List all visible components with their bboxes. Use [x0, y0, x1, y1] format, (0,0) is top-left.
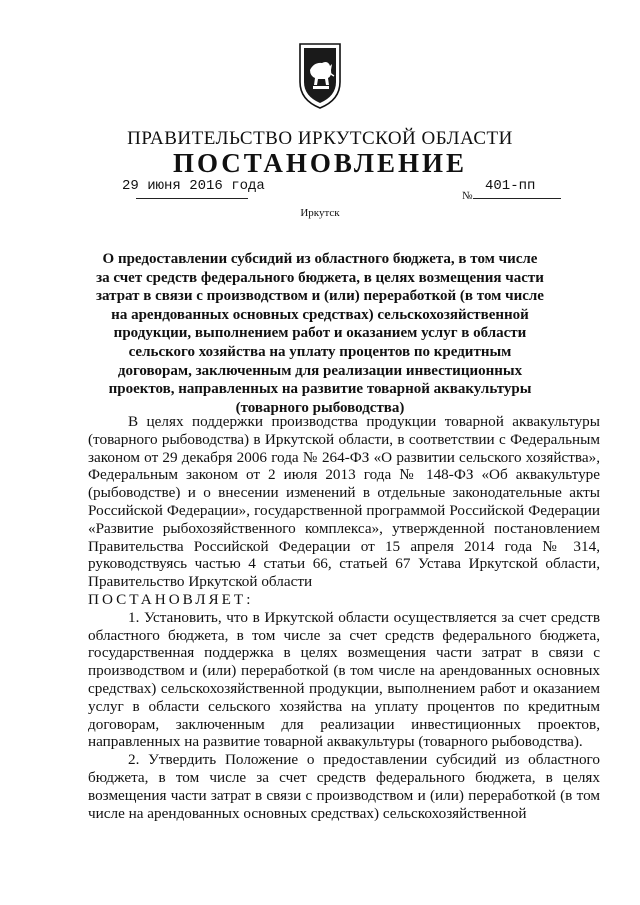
document-type: ПОСТАНОВЛЕНИЕ	[172, 148, 468, 178]
date-underline	[136, 198, 248, 199]
resolves-heading: ПОСТАНОВЛЯЕТ:	[88, 590, 254, 608]
document-title: О предоставлении субсидий из областного бюджета, в том числе за счет средств федерального бюджета, в целях возмещения части затрат в связи с производством и (или) переработкой (в том числе на арендованных основных средствах) сельскохозяйственной продукции, выполнением работ и оказанием услуг в области сельского хозяйства на уплату процентов по кредитным договорам, заключенным для реализации инвестиционных проектов, направленных на развитие товарной аквакультуры (товарного рыбоводства)	[96, 251, 544, 416]
document-date: 29 июня 2016 года	[122, 178, 265, 194]
number-sign: №	[462, 190, 473, 202]
city-name: Иркутск	[300, 207, 340, 219]
item-1-paragraph: 1. Установить, что в Иркутской области осуществляется за счет средств областного бюджета, в том числе за счет средств федерального бюджета, государственная поддержка в целях возмещения части затрат в связи с производством и (или) переработкой (в том числе на арендованных основных средствах) сельскохозяйственной продукции, выполнением работ и оказанием услуг в области сельского хозяйства на уплату процентов по кредитным договорам, заключенным для реализации инвестиционных проектов, направленных на развитие товарной аквакультуры (товарного рыбоводства).	[88, 608, 600, 751]
irkutsk-coat-of-arms-icon	[296, 40, 344, 110]
document-number: 401-пп	[485, 178, 536, 194]
item-2-paragraph: 2. Утвердить Положение о предоставлении субсидий из областного бюджета, в том числе за счет средств федерального бюджета, в целях возмещения части затрат в связи с производством и (или) переработкой (в том числе на арендованных основных средствах) сельскохозяйственной	[88, 751, 600, 822]
government-name: ПРАВИТЕЛЬСТВО ИРКУТСКОЙ ОБЛАСТИ	[127, 128, 513, 149]
number-underline	[473, 198, 561, 199]
document-body	[88, 413, 600, 822]
preamble-paragraph: В целях поддержки производства продукции товарной аквакультуры (товарного рыбоводства) в Иркутской области, в соответствии с Федеральным законом от 29 декабря 2006 года № 264-ФЗ «О развитии сельского хозяйства», Федеральным законом от 2 июля 2013 года № 148-ФЗ «Об аквакультуре (рыбоводстве) и о внесении изменений в отдельные законодательные акты Российской Федерации», государственной программой Российской Федерации «Развитие рыбохозяйственного комплекса», утвержденной постановлением Правительства Российской Федерации от 15 апреля 2014 года № 314, руководствуясь частью 4 статьи 66, статьей 67 Устава Иркутской области, Правительство Иркутской области	[88, 413, 600, 591]
